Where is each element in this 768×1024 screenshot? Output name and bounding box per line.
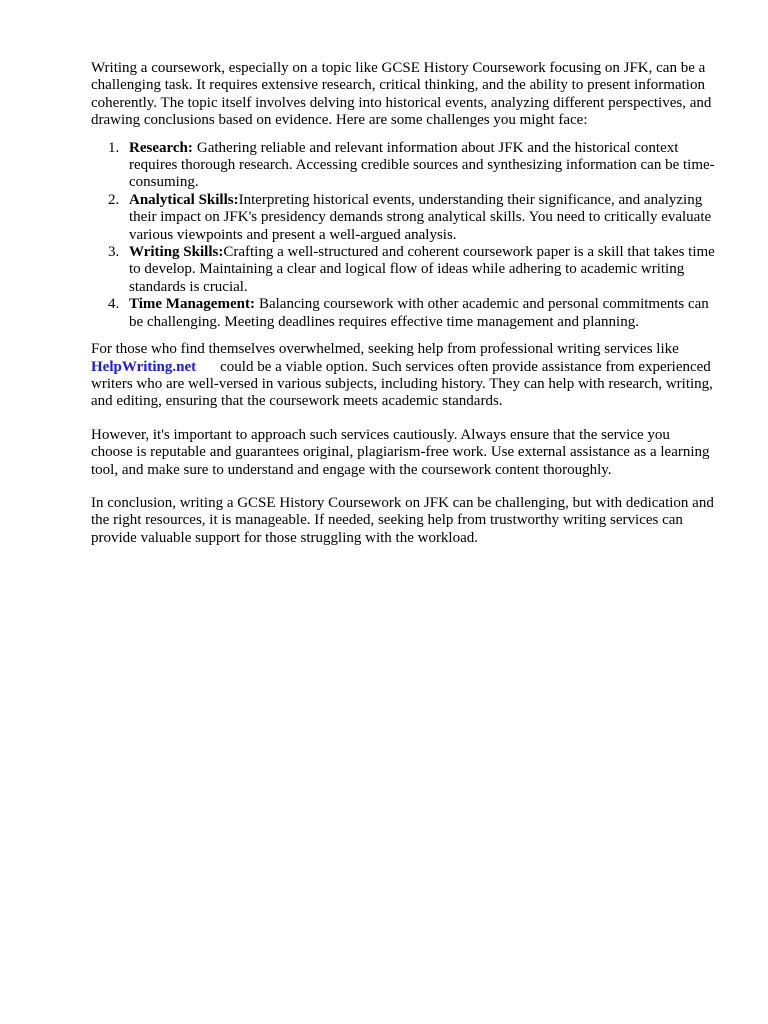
help-text-after-link: could be a viable option. Such services often provide assistance from experienced writers who are well-versed in various subjects, including history. They can help with research, writing, and editing, ensuring that the coursework meets academic standards. [91, 358, 713, 410]
conclusion-paragraph: In conclusion, writing a GCSE History Coursework on JFK can be challenging, but with dedication and the right resources, it is manageable. If needed, seeking help from trustworthy writing services can provide valuable support for those struggling with the workload. [91, 494, 714, 546]
document-body [91, 60, 715, 547]
list-text: Crafting a well-structured and coherent coursework paper is a skill that takes time to develop. Maintaining a clear and logical flow of ideas while adhering to academic writing standards is crucial. [129, 244, 715, 295]
list-number: 2. [108, 191, 120, 208]
list-term: Time Management: [129, 296, 255, 313]
help-paragraph [91, 341, 715, 411]
list-text: Gathering reliable and relevant information about JFK and the historical context requires thorough research. Accessing credible sources and synthesizing information can be time-consuming. [129, 139, 715, 191]
list-item-time-management [91, 296, 715, 331]
challenges-list [91, 140, 715, 331]
help-text-before-link: For those who find themselves overwhelmed, seeking help from professional writing services like [91, 341, 679, 358]
caution-paragraph: However, it's important to approach such services cautiously. Always ensure that the service you choose is reputable and guarantees original, plagiarism-free work. Use external assistance as a learning tool, and make sure to understand and engage with the coursework content thoroughly. [91, 426, 710, 478]
intro-paragraph: Writing a coursework, especially on a topic like GCSE History Coursework focusing on JFK, can be a challenging task. It requires extensive research, critical thinking, and the ability to present information coherently. The topic itself involves delving into historical events, analyzing different perspectives, and drawing conclusions based on evidence. Here are some challenges you might face: [91, 60, 712, 129]
list-number: 3. [108, 244, 120, 261]
list-term: Analytical Skills: [129, 191, 239, 208]
helpwriting-link[interactable]: HelpWriting.net [91, 358, 197, 375]
list-item-analytical-skills [91, 192, 715, 244]
list-term: Writing Skills: [129, 244, 224, 261]
list-text: Interpreting historical events, understanding their significance, and analyzing their impact on JFK's presidency demands strong analytical skills. You need to critically evaluate various viewpoints and present a well-argued analysis. [129, 191, 712, 243]
list-number: 4. [108, 296, 120, 313]
list-item-research [91, 140, 715, 192]
list-term: Research: [129, 139, 193, 156]
list-number: 1. [108, 139, 120, 156]
list-text: Balancing coursework with other academic and personal commitments can be challenging. Meeting deadlines requires effective time management and planning. [129, 296, 709, 330]
list-item-writing-skills [91, 244, 715, 296]
